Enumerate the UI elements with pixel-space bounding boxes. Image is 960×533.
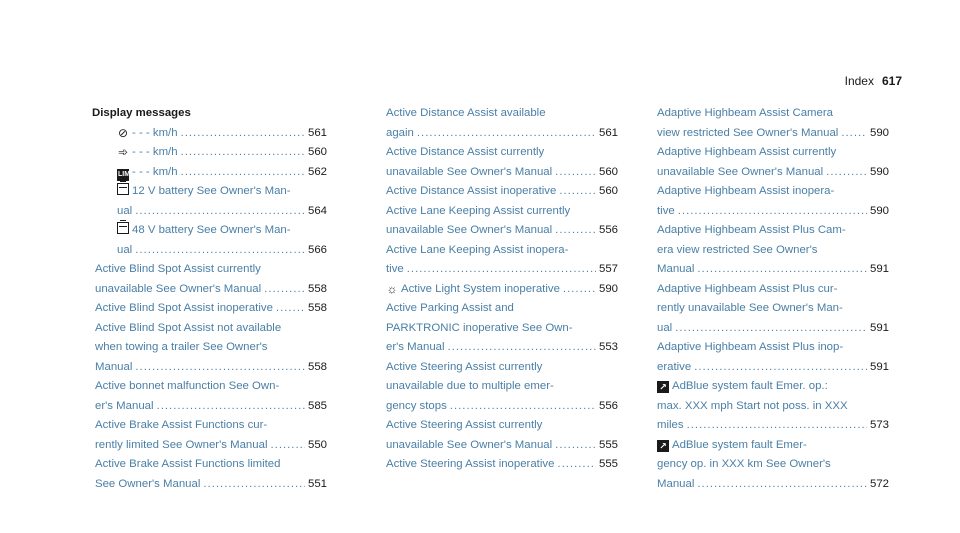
page-reference[interactable]: 555	[598, 458, 618, 470]
entry-text: Active Steering Assist currently	[386, 419, 543, 431]
entry-text: when towing a trailer See Owner's	[95, 341, 268, 353]
page-reference[interactable]: 573	[869, 419, 889, 431]
dot-leader	[678, 202, 867, 222]
index-entry[interactable]	[95, 455, 327, 494]
index-entry[interactable]	[386, 416, 618, 455]
entry-text: gency stops	[386, 399, 447, 412]
entry-text: Active Steering Assist currently	[386, 360, 543, 373]
page-reference[interactable]: 561	[598, 126, 618, 139]
index-entry[interactable]	[657, 377, 889, 436]
page-reference[interactable]: 561	[307, 126, 327, 139]
entry-text: Active Blind Spot Assist not available	[95, 321, 282, 334]
page-reference[interactable]: 557	[598, 263, 618, 275]
index-entry[interactable]	[95, 319, 327, 378]
index-entry[interactable]	[95, 182, 327, 221]
page-reference[interactable]: 560	[307, 146, 327, 158]
dot-leader	[417, 124, 596, 144]
entry-text: 12 V battery See Owner's Man-	[117, 182, 327, 202]
entry-text: again	[386, 126, 414, 139]
entry-last-line	[117, 143, 327, 163]
lim-icon: LIM	[117, 169, 129, 181]
dot-leader	[559, 182, 596, 202]
entry-text: er's Manual	[386, 341, 445, 353]
entry-text: Manual	[95, 360, 133, 373]
entry-text: ☼ Active Light System inoperative	[386, 281, 560, 296]
index-column-3	[657, 104, 889, 494]
page-reference[interactable]: 591	[869, 321, 889, 334]
index-entry[interactable]	[386, 182, 618, 202]
dot-leader	[181, 124, 305, 144]
entry-text: unavailable due to multiple emer-	[386, 380, 554, 392]
entry-text: er's Manual	[95, 399, 154, 412]
index-entry[interactable]	[657, 221, 889, 280]
adblue-icon: ↗	[657, 381, 669, 393]
entry-text: unavailable See Owner's Manual	[386, 438, 553, 451]
index-entry[interactable]	[95, 260, 327, 299]
adblue-icon: ↗	[657, 440, 669, 452]
entry-last-line	[386, 221, 618, 241]
index-entry[interactable]	[657, 280, 889, 339]
entry-last-line	[117, 241, 327, 261]
dot-leader	[157, 397, 305, 417]
entry-last-line	[657, 319, 889, 339]
page-reference[interactable]: 560	[598, 185, 618, 197]
entry-text: erative	[657, 360, 692, 373]
dot-leader	[697, 260, 867, 280]
entry-text: Active Parking Assist and	[386, 302, 514, 314]
dot-leader	[181, 163, 305, 183]
entry-last-line	[386, 436, 618, 456]
index-entry[interactable]	[386, 299, 618, 358]
index-entry[interactable]	[386, 143, 618, 182]
page-reference[interactable]: 558	[307, 282, 327, 295]
entry-last-line	[657, 475, 889, 495]
index-entry[interactable]	[386, 455, 618, 475]
entry-text: max. XXX mph Start not poss. in XXX	[657, 399, 848, 412]
index-label: Index	[844, 74, 874, 88]
index-entry[interactable]	[95, 163, 327, 183]
page-reference[interactable]: 560	[598, 165, 618, 178]
page-reference[interactable]: 591	[869, 360, 889, 373]
dot-leader	[448, 338, 596, 358]
entry-text: Adaptive Highbeam Assist Camera	[657, 107, 834, 119]
entry-text: rently limited See Owner's Manual	[95, 438, 268, 451]
entry-last-line	[95, 397, 327, 417]
entry-text: rently unavailable See Owner's Man-	[657, 302, 843, 314]
index-entry[interactable]	[95, 221, 327, 260]
page-reference[interactable]: 591	[869, 263, 889, 275]
page-reference[interactable]: 553	[598, 341, 618, 353]
index-entry[interactable]	[95, 143, 327, 163]
dot-leader	[276, 299, 305, 319]
page-reference[interactable]: 556	[598, 224, 618, 236]
entry-text: ual	[117, 243, 133, 256]
page-number: 617	[881, 74, 902, 88]
index-entry[interactable]	[95, 124, 327, 144]
dot-leader	[557, 455, 596, 475]
entry-last-line	[657, 124, 889, 144]
entry-last-line	[117, 124, 327, 144]
dot-leader	[135, 241, 305, 261]
entry-text: tive	[657, 204, 675, 217]
page-reference[interactable]: 558	[307, 302, 327, 314]
index-entry[interactable]	[657, 104, 889, 143]
entry-text: Adaptive Highbeam Assist Plus inop-	[657, 341, 844, 353]
index-entry[interactable]	[95, 416, 327, 455]
entry-text: Adaptive Highbeam Assist inopera-	[657, 185, 835, 197]
index-entry[interactable]	[657, 143, 889, 182]
entry-last-line	[657, 416, 889, 436]
dot-leader	[555, 436, 596, 456]
entry-text: Active Blind Spot Assist inoperative	[95, 302, 273, 314]
entry-text: ual	[117, 204, 133, 217]
dot-leader	[826, 163, 867, 183]
index-entry[interactable]	[95, 299, 327, 319]
section-heading: Display messages	[92, 107, 191, 119]
dot-leader	[135, 202, 305, 222]
dot-leader	[270, 436, 305, 456]
entry-last-line	[117, 202, 327, 222]
entry-last-line	[386, 124, 618, 144]
index-entry[interactable]	[386, 358, 618, 417]
dot-leader	[687, 416, 867, 436]
entry-text: ↗ AdBlue system fault Emer-	[657, 436, 889, 456]
entry-text: Active Brake Assist Functions cur-	[95, 419, 268, 431]
page-reference[interactable]: 555	[598, 438, 618, 451]
entry-last-line	[95, 299, 327, 319]
dot-leader	[407, 260, 596, 280]
entry-text: Adaptive Highbeam Assist Plus cur-	[657, 282, 838, 295]
entry-last-line	[386, 182, 618, 202]
entry-last-line	[657, 358, 889, 378]
light-system-icon: ☼	[386, 281, 398, 296]
dot-leader	[264, 280, 305, 300]
entry-last-line	[95, 280, 327, 300]
page-reference[interactable]: 562	[307, 165, 327, 178]
page-reference[interactable]: 556	[598, 399, 618, 412]
dot-leader	[135, 358, 305, 378]
speed-limiter-icon: ⊘	[117, 125, 129, 140]
index-entry[interactable]	[657, 182, 889, 221]
entry-last-line	[657, 163, 889, 183]
dot-leader	[203, 475, 305, 495]
dot-leader	[181, 143, 305, 163]
entry-last-line	[95, 436, 327, 456]
entry-text: Active Lane Keeping Assist inopera-	[386, 243, 569, 256]
page-reference[interactable]: 590	[598, 282, 618, 295]
entry-last-line	[386, 338, 618, 358]
index-entry[interactable]	[386, 280, 618, 300]
dot-leader	[675, 319, 867, 339]
entry-text: Active Brake Assist Functions limited	[95, 458, 281, 470]
index-entry[interactable]	[386, 202, 618, 241]
entry-last-line	[386, 455, 618, 475]
entry-text: ual	[657, 321, 673, 334]
page-reference[interactable]: 585	[307, 399, 327, 412]
entry-text: gency op. in XXX km See Owner's	[657, 458, 831, 470]
cruise-control-icon: ➾	[117, 145, 129, 159]
index-entry[interactable]	[386, 241, 618, 280]
index-entry[interactable]	[657, 338, 889, 377]
entry-last-line	[95, 358, 327, 378]
battery-icon	[117, 222, 129, 234]
entry-text: ↗ AdBlue system fault Emer. op.:	[657, 377, 889, 397]
page-reference[interactable]: 572	[869, 477, 889, 490]
entry-text: See Owner's Manual	[95, 477, 201, 490]
dot-leader	[694, 358, 867, 378]
entry-text: 48 V battery See Owner's Man-	[117, 221, 327, 241]
page-reference[interactable]: 566	[307, 243, 327, 256]
entry-text: Active Distance Assist currently	[386, 146, 545, 158]
battery-icon	[117, 183, 129, 195]
page-header	[845, 74, 902, 88]
dot-leader	[841, 124, 867, 144]
entry-text: tive	[386, 263, 404, 275]
index-column-2	[386, 104, 618, 475]
index-entry[interactable]	[95, 377, 327, 416]
entry-text: view restricted See Owner's Manual	[657, 126, 839, 139]
entry-text: PARKTRONIC inoperative See Own-	[386, 321, 573, 334]
entry-text: Active Distance Assist inoperative	[386, 185, 557, 197]
entry-text: LIM - - - km/h	[117, 163, 178, 183]
entry-text: unavailable See Owner's Manual	[657, 165, 824, 178]
entry-last-line	[386, 397, 618, 417]
index-entry[interactable]	[386, 104, 618, 143]
entry-last-line	[386, 260, 618, 280]
entry-last-line	[95, 475, 327, 495]
dot-leader	[555, 163, 596, 183]
entry-text: era view restricted See Owner's	[657, 243, 818, 256]
dot-leader	[555, 221, 596, 241]
index-column-1	[92, 104, 327, 494]
entry-text: unavailable See Owner's Manual	[386, 224, 553, 236]
page-reference[interactable]: 564	[307, 204, 327, 217]
entry-text: Adaptive Highbeam Assist Plus Cam-	[657, 224, 846, 236]
entry-text: ⊘ - - - km/h	[117, 125, 178, 140]
page-reference[interactable]: 558	[307, 360, 327, 373]
entry-text: ➾ - - - km/h	[117, 145, 178, 159]
dot-leader	[563, 280, 596, 300]
entry-last-line	[657, 260, 889, 280]
entry-text: miles	[657, 419, 684, 431]
entry-text: Active Steering Assist inoperative	[386, 458, 555, 470]
index-entry[interactable]	[657, 436, 889, 495]
entry-last-line	[657, 202, 889, 222]
entry-text: Active Distance Assist available	[386, 107, 546, 119]
entry-text: Active Lane Keeping Assist currently	[386, 204, 571, 217]
page-reference[interactable]: 551	[307, 477, 327, 490]
entry-last-line	[386, 280, 618, 300]
page-reference[interactable]: 590	[869, 204, 889, 217]
dot-leader	[450, 397, 596, 417]
entry-text: Active Blind Spot Assist currently	[95, 263, 261, 275]
page-reference[interactable]: 590	[869, 165, 889, 178]
entry-text: unavailable See Owner's Manual	[386, 165, 553, 178]
entry-last-line	[117, 163, 327, 183]
entry-text: Manual	[657, 263, 695, 275]
entry-text: Active bonnet malfunction See Own-	[95, 380, 280, 392]
page-reference[interactable]: 590	[869, 126, 889, 139]
entry-text: Adaptive Highbeam Assist currently	[657, 146, 837, 158]
dot-leader	[697, 475, 867, 495]
page-reference[interactable]: 550	[307, 438, 327, 451]
entry-text: unavailable See Owner's Manual	[95, 282, 262, 295]
entry-last-line	[386, 163, 618, 183]
entry-text: Manual	[657, 477, 695, 490]
